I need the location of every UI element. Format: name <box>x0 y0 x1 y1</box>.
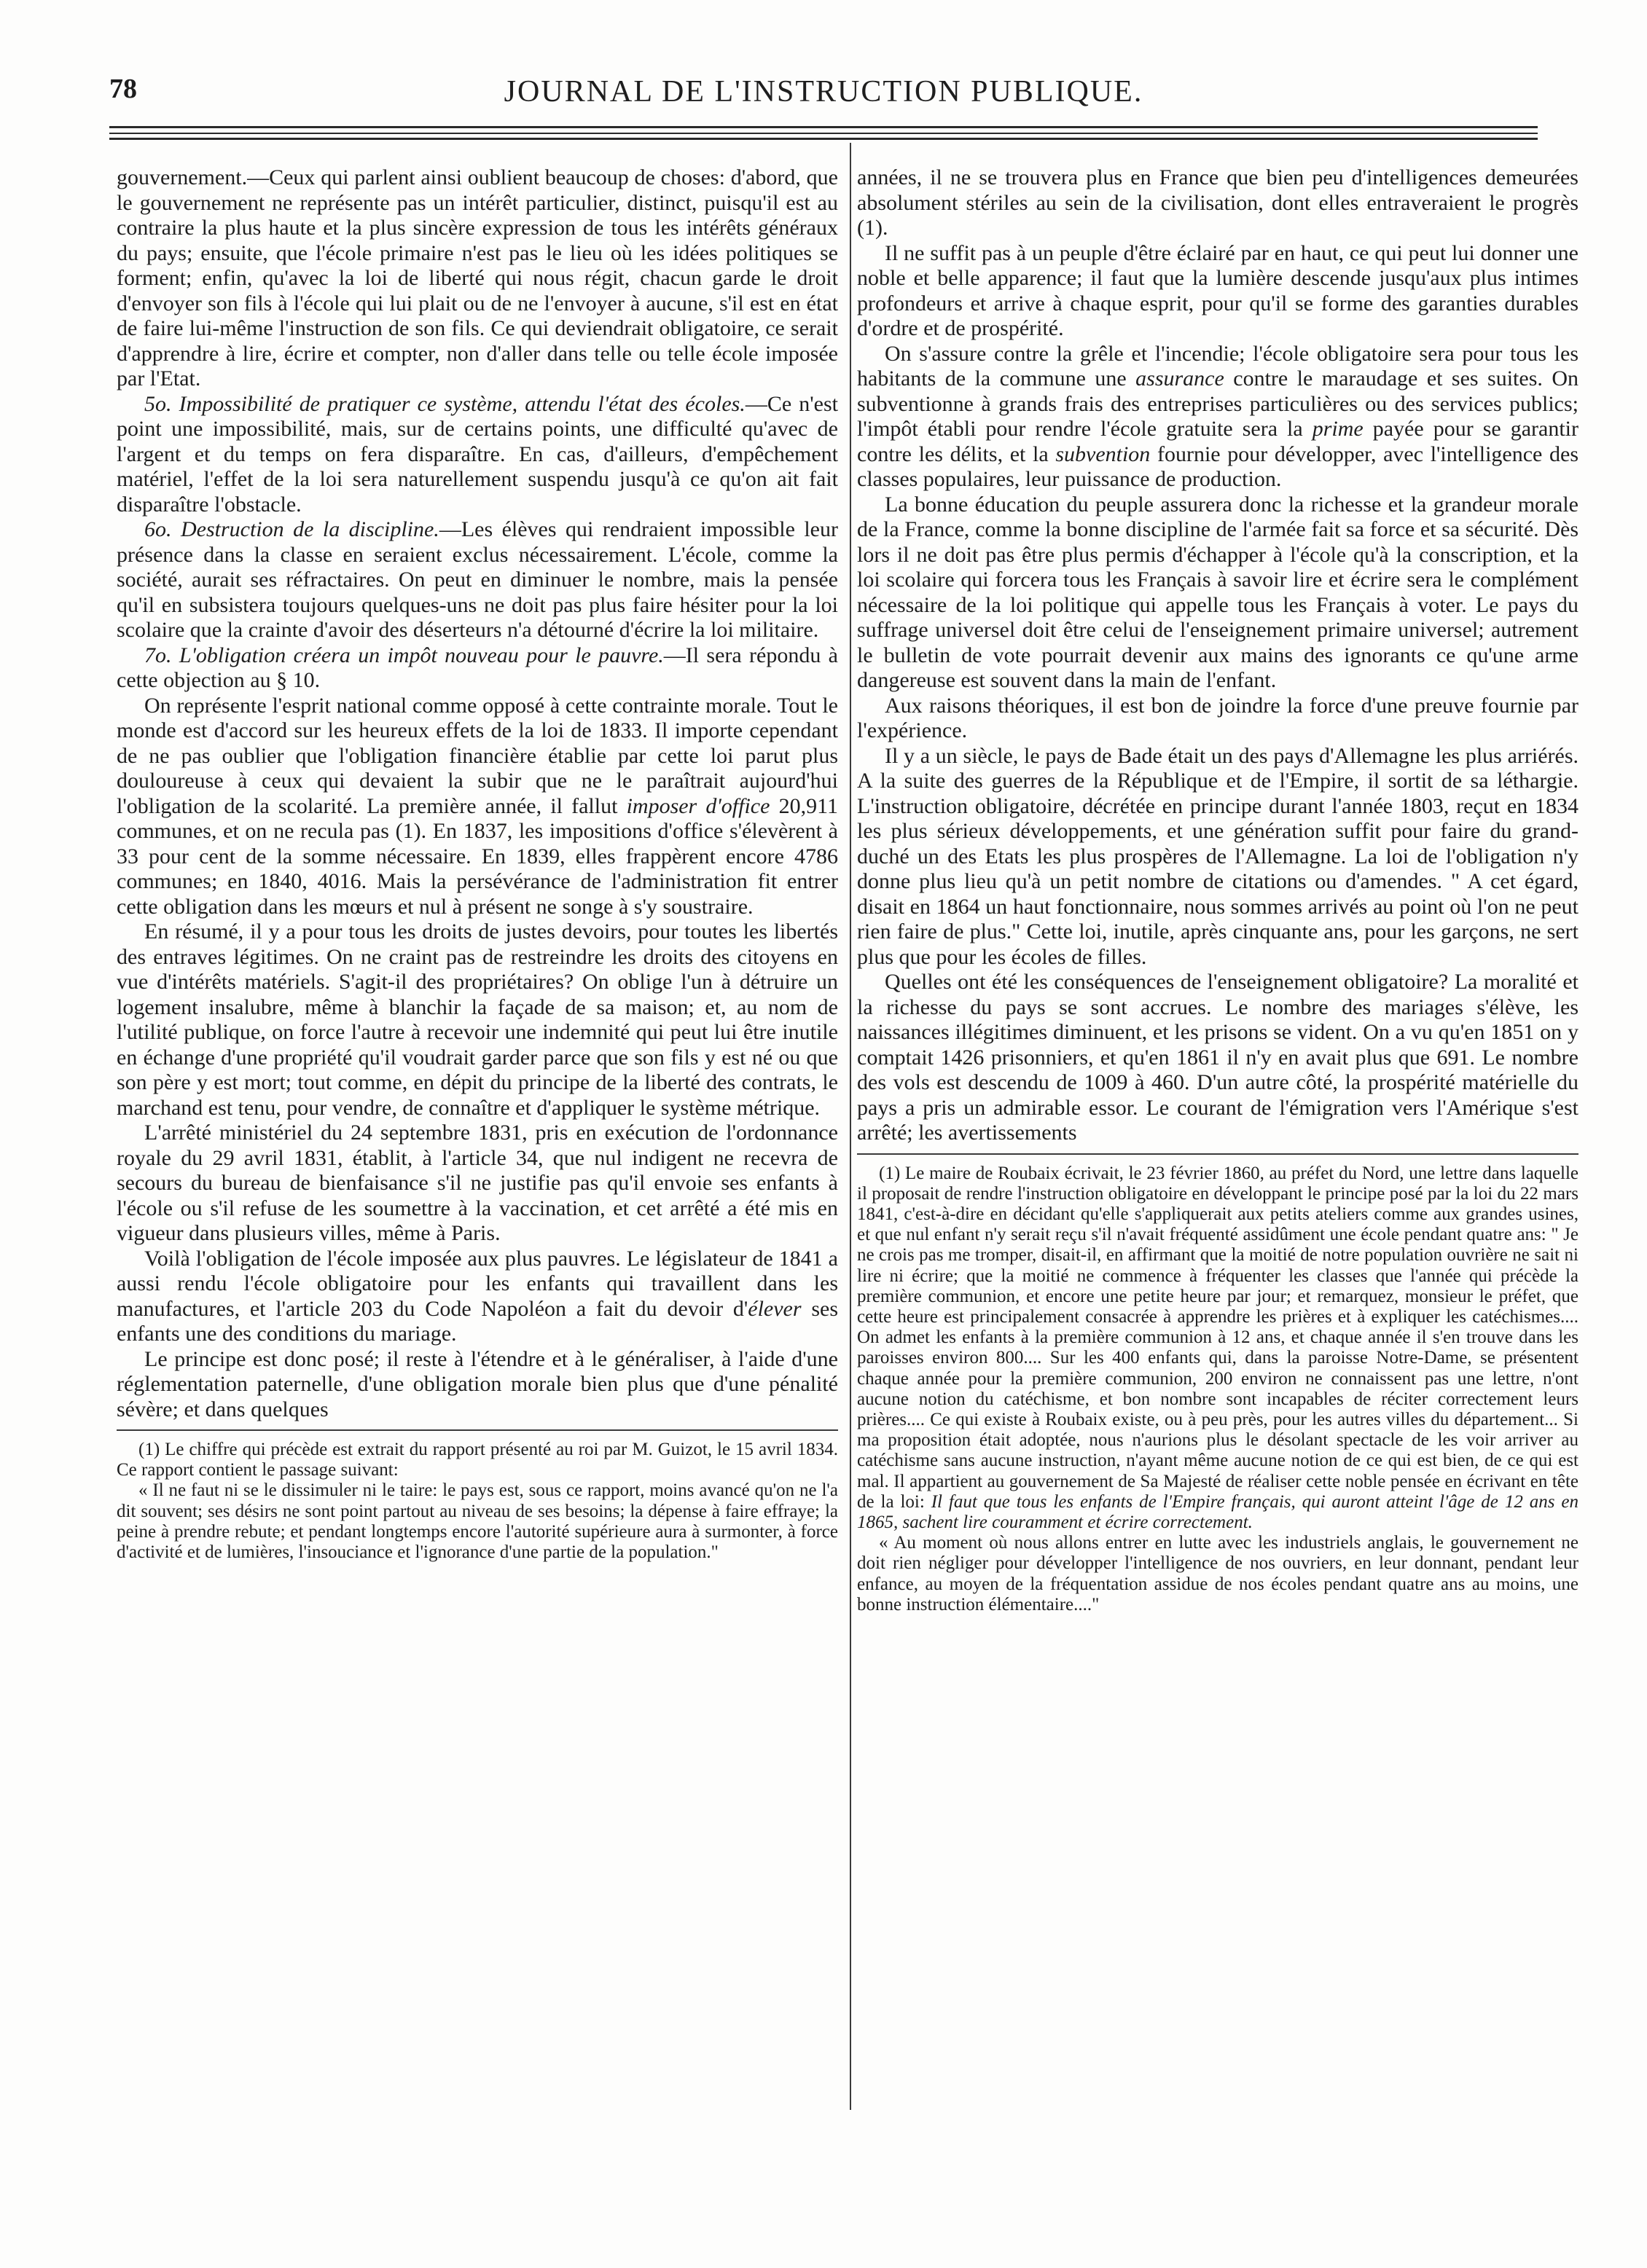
footnote-paragraph <box>857 1164 1578 1534</box>
paragraph-text: contre le maraudage et ses suites. On subventionne à grands frais des entreprises particulières ou des services publics; l'impôt établi pour rendre l'école gratuite sera la <box>857 366 1578 441</box>
footnote-paragraph <box>117 1480 838 1563</box>
header-rule <box>109 138 1538 140</box>
emphasis: élever <box>748 1296 802 1321</box>
paragraph <box>117 694 838 920</box>
left-column <box>117 165 838 1563</box>
paragraph <box>117 392 838 518</box>
paragraph-text: La bonne éducation du peuple assurera donc la richesse et la grandeur morale de la France, comme la bonne discipline de l'armée fait sa force et sa sécurité. Dès lors il ne doit pas être plus permis d'échapper à l'école qu'à la conscription, et la loi scolaire qui forcera tous les Français à savoir lire et écrire sera le complément nécessaire de la loi politique qui appelle tous les Français à voter. Le pays du suffrage universel doit être celui de l'enseignement primaire universel; autrement le bulletin de vote pourrait devenir aux mains des ignorants ce qu'une arme dangereuse est souvent dans la main de l'enfant. <box>857 492 1578 692</box>
paragraph-text: L'arrêté ministériel du 24 septembre 1831, pris en exécution de l'ordonnance royale du 29 avril 1831, établit, à l'article 34, que nul indigent ne recevra de secours du bureau de bienfaisance s'il ne justifie pas qu'il envoie ses enfants à l'école ou s'il refuse de les soumettre à la vaccination, et cet arrêté a été mis en vigueur dans plusieurs villes, même à Paris. <box>117 1121 838 1245</box>
emphasis: Il faut que tous les enfants de l'Empire français, qui auront atteint l'âge de 12 ans en 1865, sachent lire couramment et écrire correctement. <box>857 1491 1578 1532</box>
paragraph <box>117 517 838 643</box>
paragraph-text: ses enfants une des conditions du mariage. <box>117 1296 838 1346</box>
paragraph-heading: 7o. L'obligation créera un impôt nouveau pour le pauvre. <box>144 643 664 667</box>
paragraph <box>857 342 1578 493</box>
paragraph-text: —Ce n'est point une impossibilité, mais, sur de certains points, une difficulté qu'avec de l'argent et du temps on fera disparaître. En cas, d'ailleurs, d'empêchement matériel, l'effet de la loi sera naturellement suspendu jusqu'à ce qu'on ait fait disparaître l'obstacle. <box>117 391 838 517</box>
paragraph-text: fournie pour développer, avec l'intelligence des classes populaires, leur puissance de production. <box>857 442 1579 491</box>
paragraph-text: payée pour se garantir contre les délits, et la <box>857 417 1578 466</box>
paragraph <box>117 643 838 694</box>
paragraph-text: années, il ne se trouvera plus en France que bien peu d'intelligences demeurées absolument stériles au sein de la civilisation, dont elles entraveraient le progrès (1). <box>857 165 1578 240</box>
header-rule <box>109 126 1538 128</box>
footnote <box>857 1164 1578 1615</box>
footnote-rule <box>117 1429 838 1431</box>
footnote-text: (1) Le maire de Roubaix écrivait, le 23 février 1860, au préfet du Nord, une lettre dans laquelle il proposait de rendre l'instruction obligatoire en développant le principe posé par la loi du 22 mars 1841, c'est-à-dire en décidant qu'elle s'appliquerait aux petits ateliers comme aux grandes usines, et que nul enfant n'y serait reçu s'il n'avait fréquenté assidûment une école pendant quatre ans: " Je ne crois pas me tromper, disait-il, en affirmant que la moitié de notre population ouvrière ne sait ni lire ni écrire; que la moitié ne commence à fréquenter les classes que l'année qui précède la première communion, et encore une petite heure par jour; et remarquez, monsieur le préfet, que cette heure est principalement consacrée à apprendre les prières et à expliquer les catéchismes.... On admet les enfants à la première communion à 12 ans, et chaque année il s'en trouve dans les paroisses environ 800.... Sur les 400 enfants qui, dans la paroisse Notre-Dame, se présentent chaque année pour la première communion, 200 environ ne connaissent pas une lettre, n'ont aucune notion du catéchisme, et bon nombre sont incapables de réciter correctement leurs prières.... Ce qui existe à Roubaix existe, ou à peu près, pour les autres villes du département... Si ma proposition était adoptée, nous n'aurions plus le désolant spectacle de les voir arriver au catéchisme sans aucune instruction, n'ayant même aucune notion de ce qui est bien, de ce qui est mal. Il appartient au gouvernement de Sa Majesté de réaliser cette noble pensée en écrivant en tête de la loi: <box>857 1163 1578 1512</box>
paragraph <box>857 165 1578 241</box>
paragraph <box>117 919 838 1121</box>
paragraph-text: Il y a un siècle, le pays de Bade était un des pays d'Allemagne les plus arriérés. A la suite des guerres de la République et de l'Empire, il sortit de sa léthargie. L'instruction obligatoire, décrétée en principe durant l'année 1803, reçut en 1834 les plus sérieux développements, et une génération suffit pour faire du grand-duché un des Etats les plus prospères de l'Allemagne. La loi de l'obligation n'y donne plus lieu qu'à un petit nombre de citations ou d'amendes. " A cet égard, disait en 1864 un haut fonctionnaire, nous sommes arrivés au point où l'on ne peut rien faire de plus." Cette loi, inutile, après cinquante ans, pour les garçons, ne sert plus que pour les écoles de filles. <box>857 743 1578 969</box>
paragraph-text: gouvernement.—Ceux qui parlent ainsi oublient beaucoup de choses: d'abord, que le gouvernement ne représente pas un intérêt particulier, distinct, puisqu'il est au contraire la plus haute et la plus sincère expression de tous les intérêts généraux du pays; ensuite, que l'école primaire n'est pas le lieu où les idées politiques se forment; enfin, qu'avec la loi de liberté qui nous régit, chacun garde le droit d'envoyer son fils à l'école qui lui plait ou de ne l'envoyer à aucune, s'il est en état de faire lui-même l'instruction de son fils. Ce qui deviendrait obligatoire, ce serait d'apprendre à lire, écrire et compter, non d'aller dans telle ou telle école imposée par l'Etat. <box>117 165 838 391</box>
footnote-text: « Il ne faut ni se le dissimuler ni le taire: le pays est, sous ce rapport, moins avancé qu'on ne l'a dit souvent; ses désirs ne sont point partout au niveau de ses besoins; la dépense à faire effraye; la peine à prendre rebute; et pendant longtemps encore l'autorité supérieure aura à surmonter, à force d'activité et de lumières, l'insouciance et l'ignorance d'une partie de la population." <box>117 1480 838 1563</box>
paragraph-text: Voilà l'obligation de l'école imposée aux plus pauvres. Le législateur de 1841 a aussi rendu l'école obligatoire pour les enfants qui travaillent dans les manufactures, et l'article 203 du Code Napoléon a fait du devoir d' <box>117 1246 838 1321</box>
paragraph <box>117 165 838 392</box>
emphasis: prime <box>1312 417 1364 441</box>
paragraph-heading: 5o. Impossibilité de pratiquer ce système, attendu l'état des écoles. <box>144 391 746 416</box>
paragraph-text: Quelles ont été les conséquences de l'enseignement obligatoire? La moralité et la richesse du pays se sont accrues. Le nombre des mariages s'élève, les naissances illégitimes diminuent, et les prisons se vident. On a vu qu'en 1851 on y comptait 1426 prisonniers, et qu'en 1861 il n'y en avait plus que 691. Le nombre des vols est descendu de 1009 à 460. D'un autre côté, la prospérité matérielle du pays a pris un admirable essor. Le courant de l'émigration vers l'Amérique s'est arrêté; les avertissements <box>857 970 1578 1145</box>
paragraph-text: En résumé, il y a pour tous les droits de justes devoirs, pour toutes les libertés des entraves légitimes. On ne craint pas de restreindre les droits des citoyens en vue d'intérêts matériels. S'agit-il des propriétaires? On oblige l'un à détruire un logement insalubre, même à blanchir la façade de sa maison; et, au nom de l'utilité publique, on force l'autre à recevoir une indemnité qui peut lui être inutile en échange d'une propriété qu'il voudrait garder parce que son fils y est né ou que son père y est mort; tout comme, en dépit du principe de la liberté des contrats, le marchand est tenu, pour vendre, de connaître et d'appliquer le système métrique. <box>117 919 838 1120</box>
footnote-rule <box>857 1153 1578 1155</box>
paragraph-text: —Il sera répondu à cette objection au § 10. <box>117 643 838 692</box>
paragraph <box>117 1121 838 1247</box>
paragraph-text: On représente l'esprit national comme opposé à cette contrainte morale. Tout le monde est d'accord sur les heureux effets de la loi de 1833. Il importe cependant de ne pas oublier que l'obligation financière établie par cette loi parut plus douloureuse à ceux qui devaient la subir que ne le paraîtrait aujourd'hui l'obligation de la scolarité. La première année, il fallut <box>117 693 838 818</box>
paragraph <box>857 970 1578 1146</box>
paragraph <box>857 493 1578 694</box>
footnote <box>117 1440 838 1563</box>
footnote-text: « Au moment où nous allons entrer en lutte avec les industriels anglais, le gouvernement ne doit rien négliger pour développer l'intelligence de nos ouvriers, en leur donnant, pendant leur enfance, au moyen de la fréquentation assidue de nos écoles pendant quatre ans au moins, une bonne instruction élémentaire...." <box>857 1533 1578 1614</box>
paragraph-text: 20,911 communes, et on ne recula pas (1). En 1837, les impositions d'office s'élevèrent à 33 pour cent de la somme nécessaire. En 1839, elles frappèrent encore 4786 communes; en 1840, 4016. Mais la persévérance de l'administration fit entrer cette obligation dans les mœurs et nul à présent ne songe à s'y soustraire. <box>117 793 838 919</box>
emphasis: subvention <box>1055 442 1151 466</box>
footnote-paragraph <box>117 1440 838 1480</box>
emphasis: imposer d'office <box>626 793 770 818</box>
paragraph <box>857 744 1578 970</box>
emphasis: assurance <box>1135 366 1224 391</box>
paragraph-text: On s'assure contre la grêle et l'incendie; l'école obligatoire sera pour tous les habitants de la commune une <box>857 341 1578 391</box>
paragraph-text: —Les élèves qui rendraient impossible leur présence dans la classe en seraient exclus nécessairement. L'école, comme la société, aurait ses réfractaires. On peut en diminuer le nombre, mais la pensée qu'il en subsistera toujours quelques-uns ne doit pas plus faire hésiter pour la loi scolaire que la crainte d'avoir des déserteurs n'a détourné d'écrire la loi militaire. <box>117 517 838 642</box>
paragraph-text: Aux raisons théoriques, il est bon de joindre la force d'une preuve fournie par l'expérience. <box>857 693 1578 742</box>
footnote-text: (1) Le chiffre qui précède est extrait du rapport présenté au roi par M. Guizot, le 15 avril 1834. Ce rapport contient le passage suivant: <box>117 1440 838 1480</box>
paragraph <box>857 241 1578 342</box>
footnote-paragraph <box>857 1533 1578 1615</box>
header-rule <box>109 133 1538 134</box>
page-number: 78 <box>109 74 137 104</box>
paragraph-heading: 6o. Destruction de la discipline. <box>144 517 439 541</box>
paragraph-text: Le principe est donc posé; il reste à l'étendre et à le généraliser, à l'aide d'une réglementation paternelle, d'une obligation morale bien plus que d'une pénalité sévère; et dans quelques <box>117 1346 838 1421</box>
paragraph <box>117 1347 838 1423</box>
paragraph <box>117 1247 838 1347</box>
paragraph-text: Il ne suffit pas à un peuple d'être éclairé par en haut, ce qui peut lui donner une noble et belle apparence; il faut que la lumière descende jusqu'aux plus intimes profondeurs et arrive à chaque esprit, pour qu'il se forme des garanties durables d'ordre et de prospérité. <box>857 240 1578 340</box>
paragraph <box>857 694 1578 744</box>
journal-title: JOURNAL DE L'INSTRUCTION PUBLIQUE. <box>504 75 1143 109</box>
page-header <box>109 73 1538 109</box>
column-divider <box>850 143 851 2110</box>
right-column <box>857 165 1578 1615</box>
